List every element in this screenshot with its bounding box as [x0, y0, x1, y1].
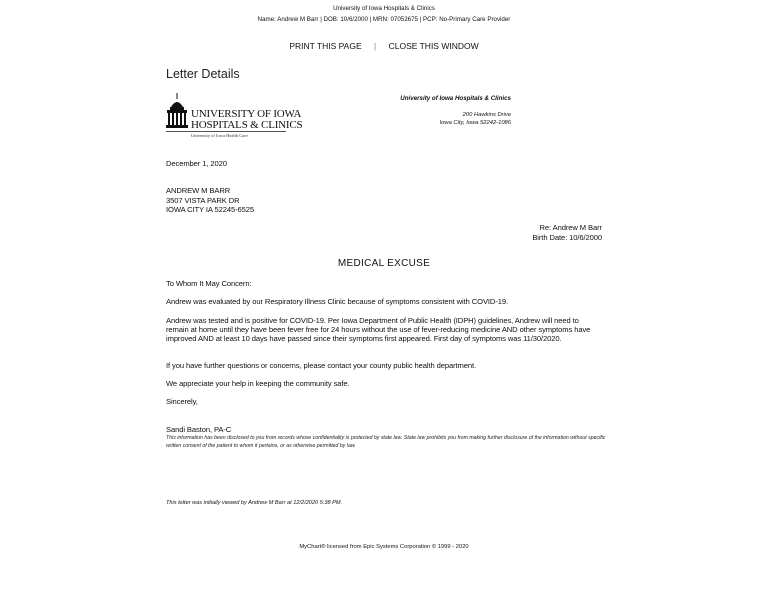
page-footer: MyChart® licensed from Epic Systems Corporation © 1999 - 2020: [299, 544, 469, 550]
old-capitol-dome-icon: [166, 93, 188, 129]
uihc-logo: [166, 93, 303, 141]
letter-date: December 1, 2020: [166, 159, 227, 168]
recipient-name: ANDREW M BARR: [166, 186, 231, 195]
sender-address-line-1: 200 Hawkins Drive: [462, 112, 511, 118]
sender-address-line-2: Iowa City, Iowa 52242-1086: [439, 120, 511, 126]
logo-tagline: University of Iowa Health Care: [191, 133, 248, 138]
confidentiality-disclaimer: This information has been disclosed to you from records whose confidentiality is protected by state law. State law prohibits you from making further disclosure of the information without specific written consent of the patient to whom it pertains, or as otherwise permitted by law.: [166, 435, 606, 449]
birth-date-line: Birth Date: 10/6/2000: [532, 232, 602, 242]
logo-line-1: UNIVERSITY OF IOWA: [191, 108, 302, 120]
header-patient-info: Name: Andrew M Barr | DOB: 10/6/2000 | MRN: 07052675 | PCP: No-Primary Care Provider: [257, 16, 511, 23]
recipient-city: IOWA CITY IA 52245-6525: [166, 205, 255, 215]
print-page-link[interactable]: PRINT THIS PAGE: [289, 41, 362, 51]
close-window-link[interactable]: CLOSE THIS WINDOW: [388, 41, 479, 51]
viewed-note: This letter was initially viewed by Andrew M Barr at 12/2/2020 5:38 PM.: [166, 500, 343, 506]
letter-paragraph: If you have further questions or concerns, please contact your county public health department.: [166, 361, 477, 370]
letter-paragraph: Andrew was tested and is positive for COVID-19. Per Iowa Department of Public Health (IDPH) guidelines, Andrew will need to remain at home until they have been fever free for 24 hours without the use of fever-reducing medicine AND other symptoms have improved AND at least 10 days have passed since their symptoms first appeared. First day of symptoms was 11/30/2020.: [166, 316, 591, 343]
header-organization: University of Iowa Hospitals & Clinics: [333, 5, 435, 12]
logo-line-2: HOSPITALS & CLINICS: [191, 119, 303, 131]
page-title: Letter Details: [166, 67, 240, 81]
letter-paragraph: We appreciate your help in keeping the community safe.: [166, 379, 350, 388]
sender-name: University of Iowa Hospitals & Clinics: [400, 95, 511, 102]
actions-separator: |: [374, 41, 377, 51]
letter-subject: MEDICAL EXCUSE: [337, 258, 431, 269]
letter-actions: [0, 41, 768, 51]
letter-greeting: To Whom It May Concern:: [166, 279, 252, 288]
signer-name: Sandi Baston, PA-C: [166, 425, 232, 434]
recipient-street: 3507 VISTA PARK DR: [166, 195, 240, 205]
recipient-address: [166, 186, 254, 215]
letter-closing: Sincerely,: [166, 397, 198, 406]
regarding-line: Re: Andrew M Barr: [539, 223, 602, 232]
logo-divider: [166, 131, 286, 132]
letter-paragraph: Andrew was evaluated by our Respiratory Illness Clinic because of symptoms consistent with COVID-19.: [166, 297, 508, 306]
regarding-block: [400, 223, 602, 242]
